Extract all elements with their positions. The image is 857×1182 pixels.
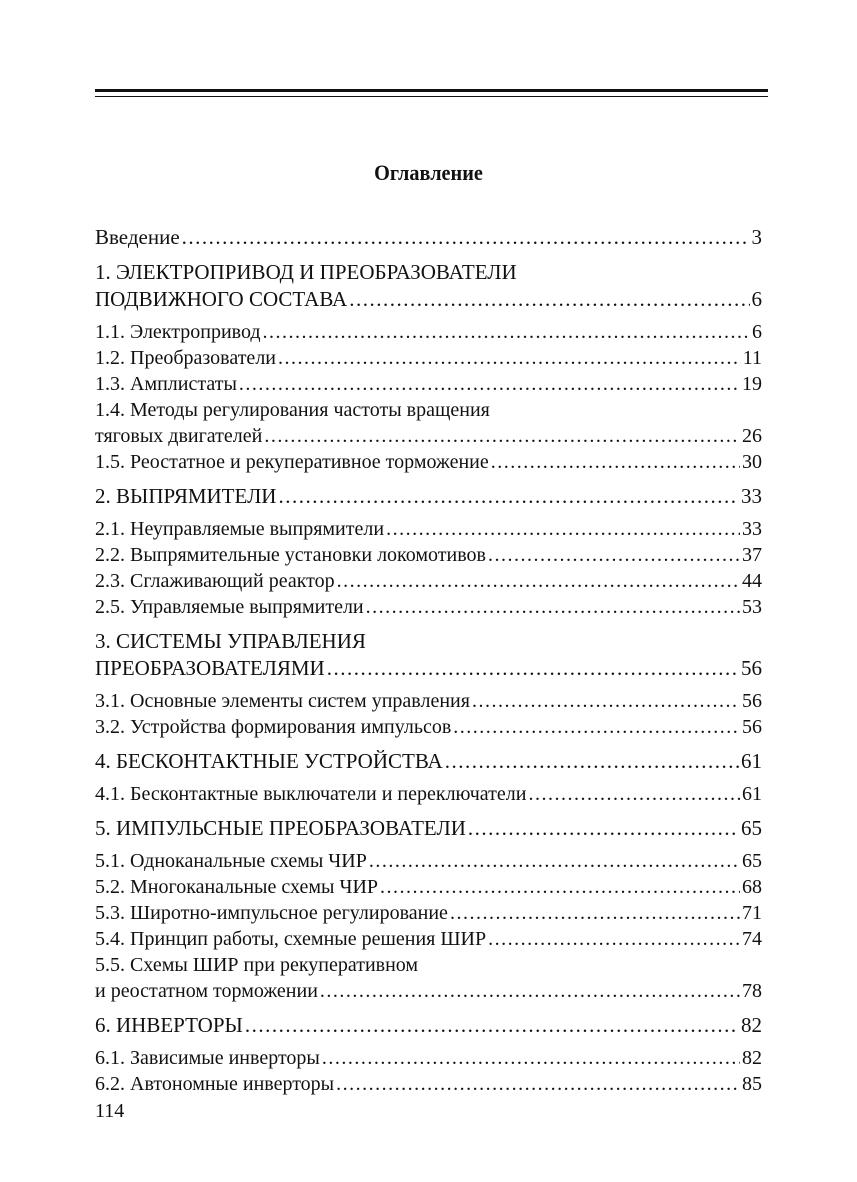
toc-entry — [95, 1071, 762, 1097]
dot-leader — [263, 319, 750, 345]
toc-entry-title: тяговых двигателей — [95, 425, 263, 447]
toc-entry — [95, 259, 762, 313]
toc-entry-page: 11 — [742, 347, 762, 369]
toc-entry-row — [95, 449, 762, 475]
toc-entry-page: 85 — [742, 1073, 762, 1095]
toc-entry — [95, 688, 762, 714]
toc-entry-title: 4. БЕСКОНТАКТНЫЕ УСТРОЙСТВА — [95, 749, 443, 773]
toc-entry-row — [95, 748, 762, 775]
toc-entry-page: 26 — [742, 425, 762, 447]
toc-entry-title: 6. ИНВЕРТОРЫ — [95, 1013, 243, 1037]
toc-entry — [95, 371, 762, 397]
toc-entry-page: 6 — [751, 287, 762, 311]
toc-entry-title-line1: 1. ЭЛЕКТРОПРИВОД И ПРЕОБРАЗОВАТЕЛИ — [95, 260, 517, 284]
toc-entry-title: 5. ИМПУЛЬСНЫЕ ПРЕОБРАЗОВАТЕЛИ — [95, 816, 466, 840]
toc-entry-page: 71 — [742, 902, 762, 924]
toc-entry-page: 37 — [742, 544, 762, 566]
toc-entry — [95, 628, 762, 682]
toc-entry-title: 2.5. Управляемые выпрямители — [95, 596, 364, 618]
toc-entry — [95, 319, 762, 345]
toc-entry-title: 5.3. Широтно-импульсное регулирование — [95, 902, 448, 924]
dot-leader — [472, 688, 740, 714]
toc-entry — [95, 815, 762, 842]
toc-entry-row — [95, 874, 762, 900]
toc-entry-page: 61 — [742, 783, 762, 805]
toc-entry-row — [95, 286, 762, 313]
toc-entry-row — [95, 516, 762, 542]
toc-entry-title: 1.3. Амплистаты — [95, 373, 237, 395]
dot-leader — [386, 516, 740, 542]
toc-entry-page: 61 — [741, 749, 762, 773]
toc-entry-title: 5.1. Одноканальные схемы ЧИР — [95, 850, 367, 872]
dot-leader — [488, 926, 740, 952]
header-rule-thick — [95, 89, 768, 92]
toc-entry-page: 56 — [742, 716, 762, 738]
toc-entry-row — [95, 1071, 762, 1097]
toc-entry-row — [95, 655, 762, 682]
toc-entry — [95, 1012, 762, 1039]
toc-entry — [95, 848, 762, 874]
dot-leader — [182, 224, 750, 251]
toc-entry-title: 5.4. Принцип работы, схемные решения ШИР — [95, 928, 487, 950]
toc-entry-page: 3 — [751, 225, 762, 249]
dot-leader — [380, 874, 740, 900]
dot-leader — [322, 1045, 740, 1071]
toc-entry — [95, 952, 762, 1004]
toc-entry-page: 19 — [742, 373, 762, 395]
toc-entry-title: 6.1. Зависимые инверторы — [95, 1047, 320, 1069]
toc-entry-title: 2.3. Сглаживающий реактор — [95, 570, 335, 592]
toc-entry-title: 2.2. Выпрямительные установки локомотивов — [95, 544, 486, 566]
toc-entry-page: 82 — [741, 1013, 762, 1037]
dot-leader — [336, 1071, 740, 1097]
toc-entry — [95, 900, 762, 926]
toc-entry — [95, 714, 762, 740]
toc-entry — [95, 568, 762, 594]
toc-entry-title: 6.2. Автономные инверторы — [95, 1073, 335, 1095]
toc-entry-title: 1.2. Преобразователи — [95, 347, 276, 369]
toc-entry — [95, 397, 762, 449]
toc-entry-row — [95, 483, 762, 510]
toc-entry-page: 44 — [742, 570, 762, 592]
dot-leader — [445, 748, 739, 775]
toc-entry-row — [95, 815, 762, 842]
dot-leader — [278, 345, 741, 371]
table-of-contents — [95, 224, 762, 1097]
toc-entry-row — [95, 319, 762, 345]
toc-entry-page: 6 — [752, 321, 762, 343]
toc-entry-title: 4.1. Бесконтактные выключатели и переключатели — [95, 783, 527, 805]
toc-entry-title: 3.1. Основные элементы систем управления — [95, 690, 470, 712]
toc-entry-row — [95, 371, 762, 397]
toc-entry — [95, 449, 762, 475]
dot-leader — [488, 542, 740, 568]
toc-entry — [95, 224, 762, 251]
dot-leader — [528, 781, 740, 807]
toc-entry-row — [95, 781, 762, 807]
toc-entry-page: 30 — [742, 451, 762, 473]
toc-entry-title: 2. ВЫПРЯМИТЕЛИ — [95, 484, 277, 508]
toc-entry — [95, 926, 762, 952]
toc-entry-title-line1: 1.4. Методы регулирования частоты вращения — [95, 399, 490, 421]
toc-entry-row — [95, 978, 762, 1004]
dot-leader — [239, 371, 740, 397]
toc-entry-row — [95, 688, 762, 714]
toc-entry — [95, 1045, 762, 1071]
toc-entry-title-line1: 5.5. Схемы ШИР при рекуперативном — [95, 954, 419, 976]
toc-entry-title: 1.1. Электропривод — [95, 321, 261, 343]
toc-entry-row — [95, 848, 762, 874]
header-rule-thin — [95, 96, 768, 97]
dot-leader — [366, 594, 740, 620]
toc-entry-row — [95, 1045, 762, 1071]
toc-entry-page: 65 — [742, 850, 762, 872]
dot-leader — [468, 815, 739, 842]
toc-entry-title: Введение — [95, 225, 180, 249]
dot-leader — [327, 655, 739, 682]
toc-entry-page: 82 — [742, 1047, 762, 1069]
dot-leader — [491, 449, 740, 475]
toc-entry-row — [95, 542, 762, 568]
toc-entry-row — [95, 345, 762, 371]
dot-leader — [337, 568, 740, 594]
toc-entry-page: 53 — [742, 596, 762, 618]
toc-entry-title-line1: 3. СИСТЕМЫ УПРАВЛЕНИЯ — [95, 629, 366, 653]
toc-entry-title: 3.2. Устройства формирования импульсов — [95, 716, 452, 738]
toc-entry-page: 56 — [741, 656, 762, 680]
dot-leader — [349, 286, 749, 313]
toc-entry-row — [95, 568, 762, 594]
dot-leader — [369, 848, 740, 874]
toc-entry-row — [95, 423, 762, 449]
toc-entry-title: и реостатном торможении — [95, 980, 318, 1002]
toc-entry-page: 33 — [741, 484, 762, 508]
toc-entry — [95, 542, 762, 568]
toc-entry-page: 33 — [742, 518, 762, 540]
dot-leader — [245, 1012, 739, 1039]
dot-leader — [320, 978, 740, 1004]
page-number: 114 — [95, 1100, 125, 1122]
toc-entry-row — [95, 224, 762, 251]
toc-entry — [95, 483, 762, 510]
toc-entry-page: 78 — [742, 980, 762, 1002]
toc-entry-title: 5.2. Многоканальные схемы ЧИР — [95, 876, 379, 898]
toc-entry-row — [95, 900, 762, 926]
toc-entry — [95, 345, 762, 371]
dot-leader — [453, 714, 740, 740]
toc-entry — [95, 748, 762, 775]
page-title: Оглавление — [374, 160, 483, 185]
toc-entry-page: 56 — [742, 690, 762, 712]
toc-entry — [95, 594, 762, 620]
toc-entry-page: 65 — [741, 816, 762, 840]
dot-leader — [278, 483, 739, 510]
toc-entry — [95, 781, 762, 807]
toc-entry — [95, 516, 762, 542]
toc-entry-row — [95, 1012, 762, 1039]
dot-leader — [264, 423, 740, 449]
toc-entry — [95, 874, 762, 900]
toc-entry-row — [95, 594, 762, 620]
toc-entry-title: 1.5. Реостатное и рекуперативное торможение — [95, 451, 489, 473]
toc-entry-title: ПОДВИЖНОГО СОСТАВА — [95, 287, 348, 311]
toc-entry-page: 68 — [742, 876, 762, 898]
toc-entry-title: ПРЕОБРАЗОВАТЕЛЯМИ — [95, 656, 325, 680]
toc-entry-title: 2.1. Неуправляемые выпрямители — [95, 518, 385, 540]
toc-entry-row — [95, 714, 762, 740]
toc-entry-page: 74 — [742, 928, 762, 950]
dot-leader — [450, 900, 740, 926]
toc-entry-row — [95, 926, 762, 952]
